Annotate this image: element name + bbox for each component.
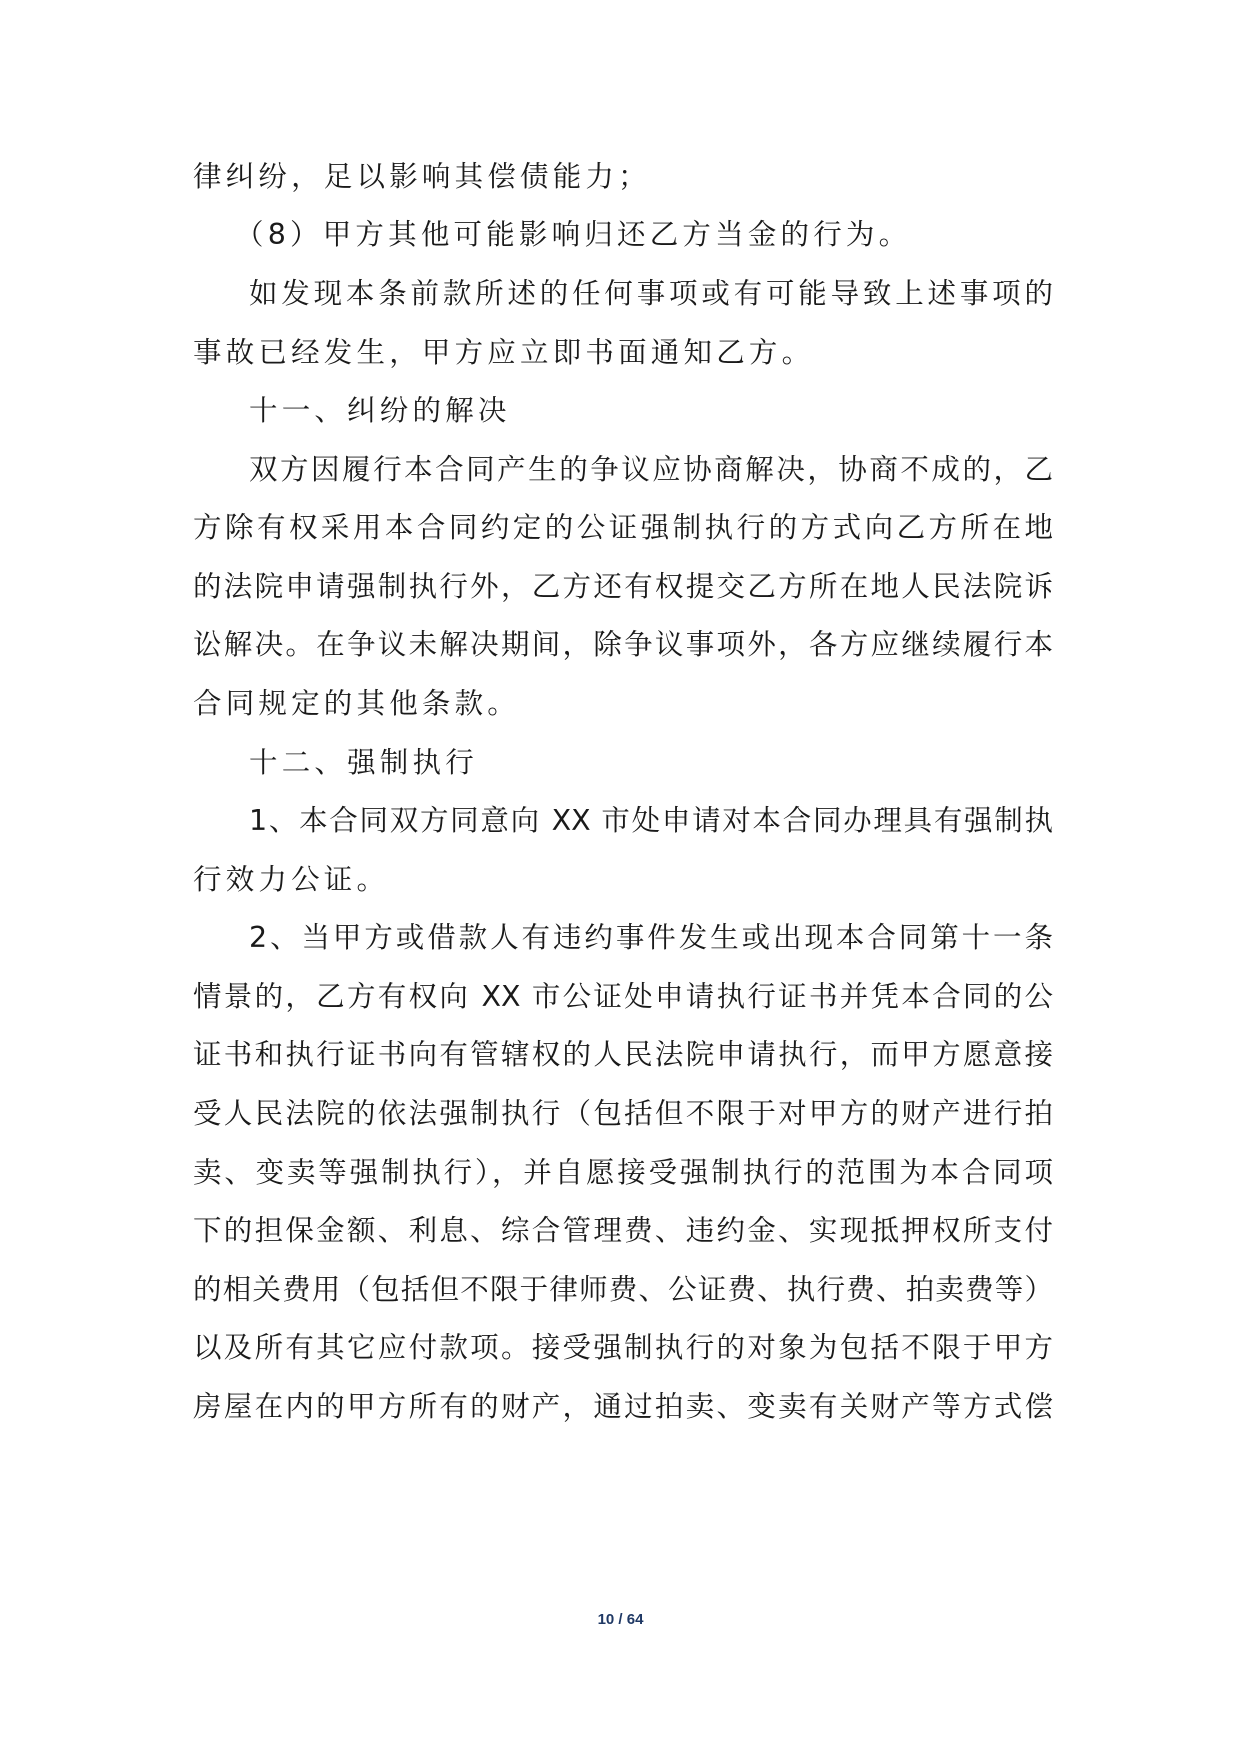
section-heading: 十二、强制执行	[249, 746, 478, 779]
page-number: 10 / 64	[597, 1611, 644, 1628]
text-line: 2、当甲方或借款人有违约事件发生或出现本合同第十一条	[249, 921, 1053, 954]
text-line: 行效力公证。	[193, 863, 390, 896]
text-line: 方除有权采用本合同约定的公证强制执行的方式向乙方所在地	[193, 511, 1053, 544]
text-line: 卖、变卖等强制执行），并自愿接受强制执行的范围为本合同项	[193, 1156, 1053, 1189]
text-line: 房屋在内的甲方所有的财产，通过拍卖、变卖有关财产等方式偿	[193, 1390, 1053, 1423]
text-line: 律纠纷，足以影响其偿债能力；	[193, 160, 651, 193]
text-line: 证书和执行证书向有管辖权的人民法院申请执行，而甲方愿意接	[193, 1038, 1053, 1071]
text-line: 讼解决。在争议未解决期间，除争议事项外，各方应继续履行本	[193, 628, 1053, 661]
text-line: （8）甲方其他可能影响归还乙方当金的行为。	[235, 218, 912, 251]
text-line: 的相关费用（包括但不限于律师费、公证费、执行费、拍卖费等）	[193, 1273, 1053, 1306]
text-line: 以及所有其它应付款项。接受强制执行的对象为包括不限于甲方	[193, 1331, 1053, 1364]
text-line: 合同规定的其他条款。	[193, 687, 521, 720]
text-line: 双方因履行本合同产生的争议应协商解决，协商不成的，乙	[249, 453, 1053, 486]
text-line: 情景的，乙方有权向 XX 市公证处申请执行证书并凭本合同的公	[193, 980, 1053, 1013]
text-line: 下的担保金额、利息、综合管理费、违约金、实现抵押权所支付	[193, 1214, 1053, 1247]
text-line: 1、本合同双方同意向 XX 市处申请对本合同办理具有强制执	[249, 804, 1053, 837]
text-line: 如发现本条前款所述的任何事项或有可能导致上述事项的	[249, 277, 1053, 310]
text-line: 的法院申请强制执行外，乙方还有权提交乙方所在地人民法院诉	[193, 570, 1053, 603]
text-line: 事故已经发生，甲方应立即书面通知乙方。	[193, 336, 815, 369]
section-heading: 十一、纠纷的解决	[249, 394, 511, 427]
text-line: 受人民法院的依法强制执行（包括但不限于对甲方的财产进行拍	[193, 1097, 1053, 1130]
